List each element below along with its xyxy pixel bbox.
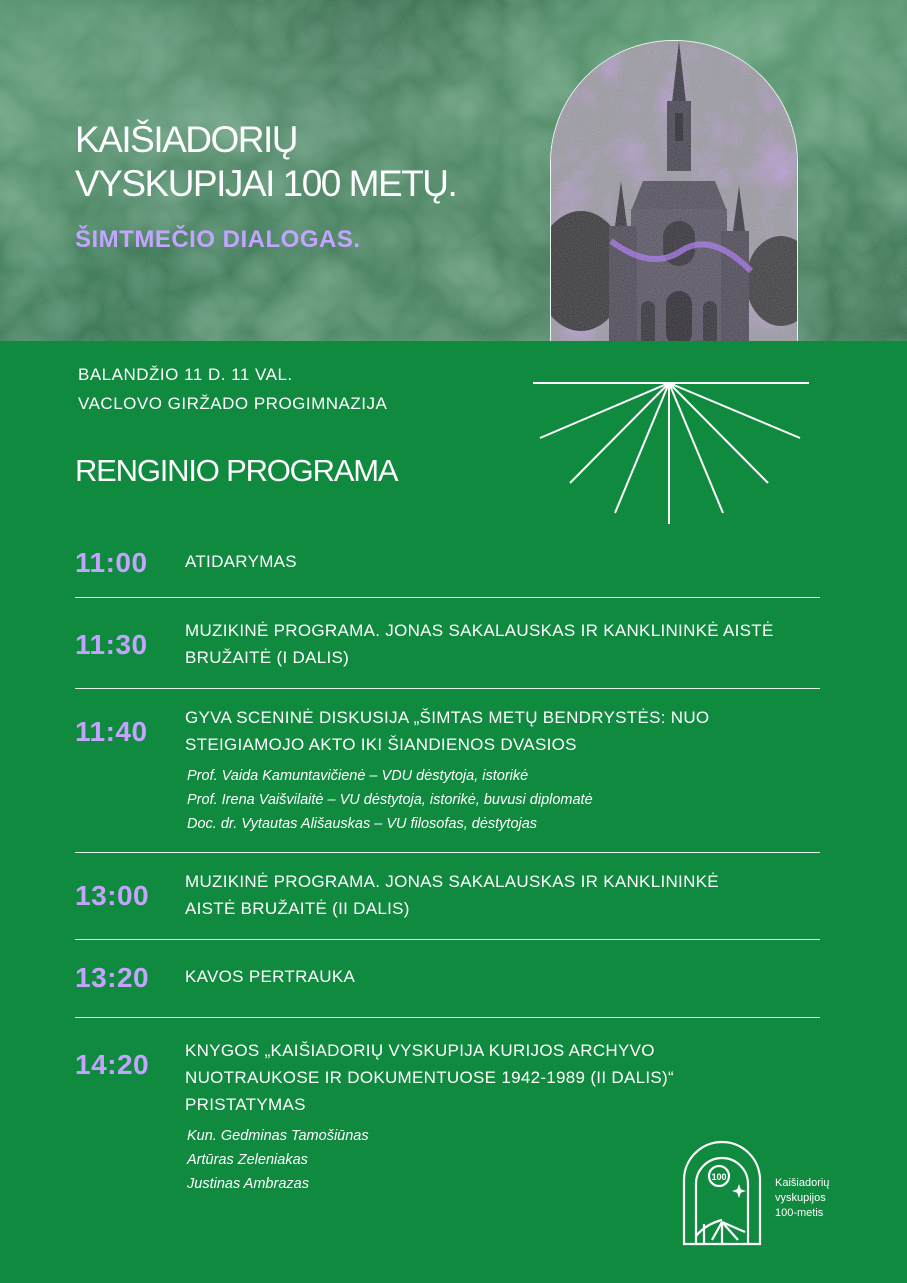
item-time: 13:00 (75, 880, 150, 911)
item-description-line: MUZIKINĖ PROGRAMA. JONAS SAKALAUSKAS IR KANKLININKĖ AISTĖ (185, 621, 774, 640)
item-description (185, 963, 825, 990)
event-info (78, 360, 387, 418)
item-description-line: STEIGIAMOJO AKTO IKI ŠIANDIENOS DVASIOS (185, 735, 577, 754)
item-description-line: MUZIKINĖ PROGRAMA. JONAS SAKALAUSKAS IR KANKLININKĖ (185, 872, 719, 891)
jubilee-logo-icon (682, 1140, 762, 1246)
item-description (185, 617, 825, 671)
program-title: RENGINIO PROGRAMA (75, 453, 398, 488)
event-subtitle: ŠIMTMEČIO DIALOGAS. (75, 226, 361, 253)
divider (75, 597, 820, 598)
church-image (550, 40, 798, 341)
divider (75, 688, 820, 689)
logo-text (775, 1176, 829, 1221)
item-description (185, 704, 825, 758)
item-description (185, 868, 825, 922)
item-description-line: NUOTRAUKOSE IR DOKUMENTUOSE 1942-1989 (II DALIS)“ (185, 1068, 674, 1087)
event-venue: VACLOVO GIRŽADO PROGIMNAZIJA (78, 394, 388, 413)
item-description-line: PRISTATYMAS (185, 1095, 306, 1114)
speaker: Artūras Zeleniakas (187, 1152, 308, 1168)
speaker: Doc. dr. Vytautas Ališauskas – VU filosofas, dėstytojas (187, 816, 538, 832)
item-description-line: KAVOS PERTRAUKA (185, 967, 356, 986)
church-illustration (551, 41, 797, 341)
divider (75, 1017, 820, 1018)
speaker: Prof. Irena Vaišvilaitė – VU dėstytoja, istorikė, buvusi diplomatė (187, 792, 593, 808)
speaker: Kun. Gedminas Tamošiūnas (187, 1128, 369, 1144)
item-description-line: KNYGOS „KAIŠIADORIŲ VYSKUPIJA KURIJOS ARCHYVO (185, 1041, 655, 1060)
logo-line-2: vyskupijos (775, 1192, 826, 1204)
item-time: 11:40 (75, 716, 148, 747)
item-description-line: BRUŽAITĖ (I DALIS) (185, 648, 350, 667)
title-line-1: KAIŠIADORIŲ (75, 119, 297, 160)
item-time: 11:30 (75, 629, 148, 660)
logo-line-3: 100-metis (775, 1207, 824, 1219)
speaker: Prof. Vaida Kamuntavičienė – VDU dėstytoja, istorikė (187, 768, 529, 784)
event-date-time: BALANDŽIO 11 D. 11 VAL. (78, 365, 293, 384)
divider (75, 852, 820, 853)
speaker-list (187, 1124, 369, 1196)
sunburst-icon (530, 375, 820, 530)
item-description-line: AISTĖ BRUŽAITĖ (II DALIS) (185, 899, 410, 918)
event-title (75, 118, 456, 206)
logo-line-1: Kaišiadorių (775, 1177, 830, 1189)
item-description (185, 548, 825, 575)
divider (75, 939, 820, 940)
title-line-2: VYSKUPIJAI 100 METŲ. (75, 163, 457, 204)
item-description (185, 1037, 825, 1118)
speaker-list (187, 764, 593, 836)
item-time: 11:00 (75, 547, 148, 578)
item-description-line: ATIDARYMAS (185, 552, 297, 571)
logo-badge: 100 (711, 1172, 727, 1182)
hero-banner (0, 0, 907, 341)
item-time: 14:20 (75, 1049, 150, 1080)
item-description-line: GYVA SCENINĖ DISKUSIJA „ŠIMTAS METŲ BENDRYSTĖS: NUO (185, 708, 710, 727)
speaker: Justinas Ambrazas (187, 1176, 309, 1192)
item-time: 13:20 (75, 962, 150, 993)
